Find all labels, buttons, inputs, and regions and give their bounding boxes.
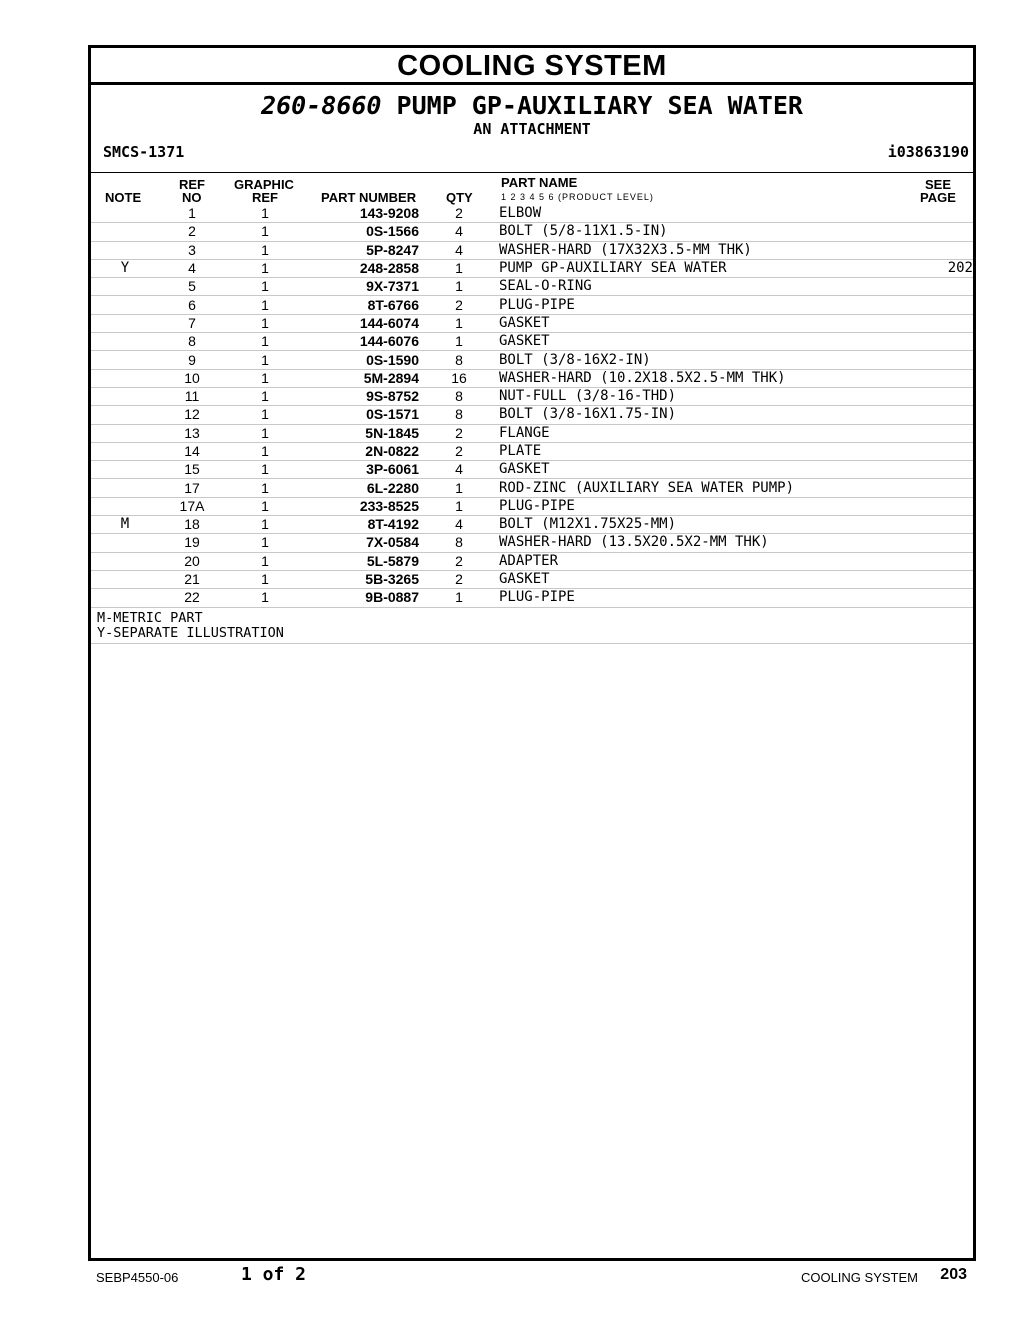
- row-qty: 4: [419, 223, 499, 241]
- row-part-number: 0S-1566: [305, 223, 419, 241]
- row-graphic-ref: 1: [225, 223, 305, 241]
- row-note: [91, 424, 159, 442]
- row-graphic-ref: 1: [225, 406, 305, 424]
- row-ref-no: 17A: [159, 497, 225, 515]
- table-row: [91, 497, 973, 515]
- note-metric: M-METRIC PART: [97, 610, 203, 626]
- row-qty: 1: [419, 278, 499, 296]
- row-part-number: 5M-2894: [305, 369, 419, 387]
- row-qty: 8: [419, 351, 499, 369]
- row-part-number: 5N-1845: [305, 424, 419, 442]
- row-ref-no: 8: [159, 333, 225, 351]
- row-part-name: BOLT (M12X1.75X25-MM): [499, 516, 891, 534]
- row-ref-no: 9: [159, 351, 225, 369]
- row-ref-no: 2: [159, 223, 225, 241]
- row-ref-no: 22: [159, 589, 225, 607]
- row-see-page: [891, 296, 973, 314]
- row-see-page: 202: [891, 259, 973, 277]
- row-qty: 1: [419, 333, 499, 351]
- note-separate-illustration: Y-SEPARATE ILLUSTRATION: [97, 625, 284, 641]
- table-row: [91, 333, 973, 351]
- row-qty: 4: [419, 241, 499, 259]
- row-qty: 4: [419, 461, 499, 479]
- row-see-page: [891, 479, 973, 497]
- parts-table-body: [91, 205, 973, 607]
- row-graphic-ref: 1: [225, 534, 305, 552]
- notes-legend: [91, 611, 973, 644]
- row-graphic-ref: 1: [225, 479, 305, 497]
- row-note: [91, 589, 159, 607]
- row-part-name: BOLT (3/8-16X1.75-IN): [499, 406, 891, 424]
- row-part-name: FLANGE: [499, 424, 891, 442]
- row-note: M: [91, 516, 159, 534]
- row-part-name: GASKET: [499, 570, 891, 588]
- id-row: [91, 137, 973, 161]
- row-note: [91, 314, 159, 332]
- row-see-page: [891, 516, 973, 534]
- table-row: [91, 241, 973, 259]
- row-see-page: [891, 406, 973, 424]
- row-ref-no: 20: [159, 552, 225, 570]
- column-headers: [91, 175, 973, 205]
- row-ref-no: 15: [159, 461, 225, 479]
- table-row: [91, 296, 973, 314]
- row-see-page: [891, 205, 973, 223]
- col-part-number: PART NUMBER: [321, 190, 417, 205]
- page-number: 203: [940, 1266, 967, 1283]
- row-note: [91, 278, 159, 296]
- row-qty: 2: [419, 205, 499, 223]
- row-part-number: 143-9208: [305, 205, 419, 223]
- row-part-name: PLUG-PIPE: [499, 296, 891, 314]
- illustration-id: i03863190: [887, 143, 969, 161]
- row-part-name: GASKET: [499, 333, 891, 351]
- row-graphic-ref: 1: [225, 205, 305, 223]
- row-note: [91, 351, 159, 369]
- row-qty: 8: [419, 534, 499, 552]
- row-note: Y: [91, 259, 159, 277]
- table-row: [91, 534, 973, 552]
- row-qty: 1: [419, 259, 499, 277]
- col-qty: QTY: [446, 190, 473, 205]
- row-ref-no: 3: [159, 241, 225, 259]
- row-part-name: WASHER-HARD (13.5X20.5X2-MM THK): [499, 534, 891, 552]
- row-graphic-ref: 1: [225, 461, 305, 479]
- group-subtitle: AN ATTACHMENT: [473, 120, 591, 138]
- parts-page-frame: [88, 45, 976, 1261]
- row-graphic-ref: 1: [225, 296, 305, 314]
- row-note: [91, 479, 159, 497]
- col-see-top: SEE: [925, 177, 952, 192]
- row-part-name: BOLT (5/8-11X1.5-IN): [499, 223, 891, 241]
- row-ref-no: 19: [159, 534, 225, 552]
- row-part-number: 8T-4192: [305, 516, 419, 534]
- table-row: [91, 424, 973, 442]
- row-ref-no: 13: [159, 424, 225, 442]
- row-see-page: [891, 314, 973, 332]
- table-row: [91, 223, 973, 241]
- table-row: [91, 516, 973, 534]
- row-ref-no: 1: [159, 205, 225, 223]
- table-row: [91, 387, 973, 405]
- row-graphic-ref: 1: [225, 369, 305, 387]
- row-note: [91, 369, 159, 387]
- col-part-name: PART NAME: [501, 175, 578, 190]
- row-qty: 1: [419, 589, 499, 607]
- row-qty: 1: [419, 314, 499, 332]
- row-qty: 4: [419, 516, 499, 534]
- row-qty: 2: [419, 424, 499, 442]
- parts-table: [91, 205, 973, 608]
- row-graphic-ref: 1: [225, 259, 305, 277]
- col-ref-top: REF: [179, 177, 205, 192]
- row-see-page: [891, 570, 973, 588]
- col-see-bottom: PAGE: [920, 190, 956, 205]
- row-ref-no: 10: [159, 369, 225, 387]
- row-note: [91, 223, 159, 241]
- row-part-name: PLUG-PIPE: [499, 497, 891, 515]
- publication-number: SEBP4550-06: [96, 1270, 179, 1285]
- row-ref-no: 14: [159, 442, 225, 460]
- row-part-name: GASKET: [499, 314, 891, 332]
- row-part-number: 0S-1590: [305, 351, 419, 369]
- row-see-page: [891, 442, 973, 460]
- row-part-name: WASHER-HARD (17X32X3.5-MM THK): [499, 241, 891, 259]
- row-ref-no: 4: [159, 259, 225, 277]
- row-note: [91, 570, 159, 588]
- row-graphic-ref: 1: [225, 424, 305, 442]
- row-graphic-ref: 1: [225, 314, 305, 332]
- row-part-number: 9X-7371: [305, 278, 419, 296]
- row-qty: 16: [419, 369, 499, 387]
- row-graphic-ref: 1: [225, 589, 305, 607]
- row-see-page: [891, 552, 973, 570]
- table-row: [91, 351, 973, 369]
- row-part-number: 3P-6061: [305, 461, 419, 479]
- row-see-page: [891, 534, 973, 552]
- table-row: [91, 259, 973, 277]
- group-name: PUMP GP-AUXILIARY SEA WATER: [396, 91, 803, 120]
- row-graphic-ref: 1: [225, 241, 305, 259]
- row-graphic-ref: 1: [225, 570, 305, 588]
- row-graphic-ref: 1: [225, 387, 305, 405]
- table-row: [91, 442, 973, 460]
- row-part-name: ADAPTER: [499, 552, 891, 570]
- table-row: [91, 589, 973, 607]
- sheet-indicator: 1 of 2: [241, 1264, 307, 1285]
- row-part-number: 9S-8752: [305, 387, 419, 405]
- row-part-number: 0S-1571: [305, 406, 419, 424]
- col-ref-bottom: NO: [182, 190, 202, 205]
- row-graphic-ref: 1: [225, 516, 305, 534]
- row-part-number: 9B-0887: [305, 589, 419, 607]
- row-qty: 1: [419, 497, 499, 515]
- row-note: [91, 333, 159, 351]
- row-part-name: NUT-FULL (3/8-16-THD): [499, 387, 891, 405]
- row-note: [91, 296, 159, 314]
- row-see-page: [891, 424, 973, 442]
- row-part-number: 6L-2280: [305, 479, 419, 497]
- row-part-name: ROD-ZINC (AUXILIARY SEA WATER PUMP): [499, 479, 891, 497]
- row-part-name: PUMP GP-AUXILIARY SEA WATER: [499, 259, 891, 277]
- row-ref-no: 7: [159, 314, 225, 332]
- group-part-number: 260-8660: [261, 91, 382, 120]
- col-note: NOTE: [105, 190, 142, 205]
- row-qty: 8: [419, 387, 499, 405]
- row-ref-no: 17: [159, 479, 225, 497]
- row-note: [91, 552, 159, 570]
- row-part-number: 144-6074: [305, 314, 419, 332]
- row-part-name: PLATE: [499, 442, 891, 460]
- row-note: [91, 205, 159, 223]
- row-note: [91, 461, 159, 479]
- row-qty: 2: [419, 296, 499, 314]
- row-graphic-ref: 1: [225, 351, 305, 369]
- row-see-page: [891, 333, 973, 351]
- table-row: [91, 369, 973, 387]
- row-part-number: 2N-0822: [305, 442, 419, 460]
- row-note: [91, 442, 159, 460]
- col-product-level: 1 2 3 4 5 6 (PRODUCT LEVEL): [501, 192, 654, 202]
- row-part-name: PLUG-PIPE: [499, 589, 891, 607]
- row-see-page: [891, 223, 973, 241]
- row-see-page: [891, 369, 973, 387]
- row-part-number: 248-2858: [305, 259, 419, 277]
- table-row: [91, 278, 973, 296]
- table-row: [91, 461, 973, 479]
- row-ref-no: 5: [159, 278, 225, 296]
- header-rule: [91, 172, 973, 173]
- row-part-number: 5L-5879: [305, 552, 419, 570]
- row-see-page: [891, 497, 973, 515]
- table-row: [91, 570, 973, 588]
- row-part-number: 144-6076: [305, 333, 419, 351]
- row-qty: 8: [419, 406, 499, 424]
- footer-section: COOLING SYSTEM: [800, 1270, 918, 1285]
- row-see-page: [891, 461, 973, 479]
- row-graphic-ref: 1: [225, 497, 305, 515]
- row-qty: 1: [419, 479, 499, 497]
- row-ref-no: 21: [159, 570, 225, 588]
- group-title: [91, 91, 973, 121]
- row-see-page: [891, 387, 973, 405]
- row-graphic-ref: 1: [225, 552, 305, 570]
- row-qty: 2: [419, 552, 499, 570]
- row-qty: 2: [419, 570, 499, 588]
- row-note: [91, 497, 159, 515]
- table-row: [91, 479, 973, 497]
- row-part-number: 5P-8247: [305, 241, 419, 259]
- row-part-number: 5B-3265: [305, 570, 419, 588]
- row-note: [91, 241, 159, 259]
- row-ref-no: 12: [159, 406, 225, 424]
- row-qty: 2: [419, 442, 499, 460]
- row-graphic-ref: 1: [225, 333, 305, 351]
- row-graphic-ref: 1: [225, 278, 305, 296]
- row-ref-no: 6: [159, 296, 225, 314]
- row-ref-no: 11: [159, 387, 225, 405]
- smcs-code: SMCS-1371: [103, 143, 185, 161]
- row-see-page: [891, 241, 973, 259]
- row-see-page: [891, 278, 973, 296]
- row-ref-no: 18: [159, 516, 225, 534]
- page-footer: [0, 1262, 1020, 1292]
- row-part-number: 8T-6766: [305, 296, 419, 314]
- row-part-name: WASHER-HARD (10.2X18.5X2.5-MM THK): [499, 369, 891, 387]
- table-row: [91, 314, 973, 332]
- row-note: [91, 387, 159, 405]
- row-note: [91, 406, 159, 424]
- col-graphic-top: GRAPHIC: [234, 177, 294, 192]
- row-graphic-ref: 1: [225, 442, 305, 460]
- table-row: [91, 552, 973, 570]
- row-note: [91, 534, 159, 552]
- row-part-name: GASKET: [499, 461, 891, 479]
- row-see-page: [891, 589, 973, 607]
- table-row: [91, 406, 973, 424]
- col-graphic-bottom: REF: [252, 190, 278, 205]
- table-row: [91, 205, 973, 223]
- row-part-number: 233-8525: [305, 497, 419, 515]
- row-part-name: SEAL-O-RING: [499, 278, 891, 296]
- section-title: COOLING SYSTEM: [91, 48, 973, 85]
- row-part-name: BOLT (3/8-16X2-IN): [499, 351, 891, 369]
- row-part-number: 7X-0584: [305, 534, 419, 552]
- row-part-name: ELBOW: [499, 205, 891, 223]
- row-see-page: [891, 351, 973, 369]
